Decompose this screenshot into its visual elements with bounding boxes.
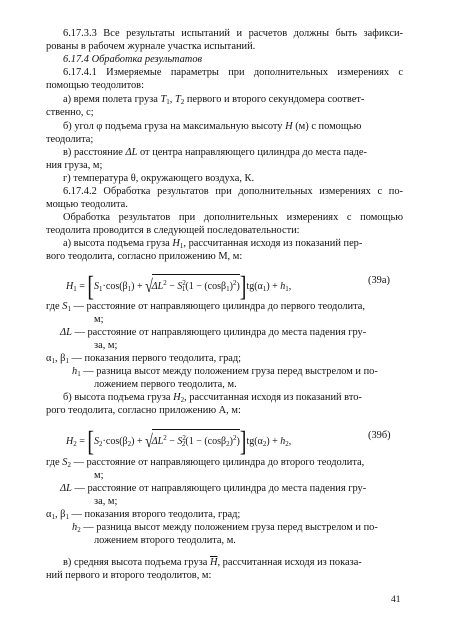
text-line: 6.17.3.3 Все результаты испытаний и расчетов должны быть зафикси-: [63, 28, 403, 39]
text-line: $\alpha_1$, $\beta_1$ — показания второго теодолита, град;: [46, 509, 241, 521]
text-line: рого теодолита, согласно приложению А, м:: [46, 405, 241, 416]
text-line: б) высота подъема груза $H_2$, рассчитанная исходя из показаний вто-: [63, 392, 362, 404]
equation-number: (39а): [368, 275, 390, 286]
text-line: где $S_1$ — расстояние от направляющего цилиндра до первого теодолита,: [46, 301, 365, 313]
text-line: г) температура θ, окружающего воздуха, К.: [63, 173, 255, 184]
text-line: теодолита;: [46, 134, 94, 145]
text-line: вого теодолита, согласно приложению М, м:: [46, 251, 243, 262]
text-line: ния груза, м;: [46, 160, 103, 171]
text-line: ложением первого теодолита, м.: [94, 379, 237, 390]
text-line: ственно, с;: [46, 107, 94, 118]
text-line: м;: [94, 470, 104, 481]
page-number: 41: [391, 595, 401, 605]
text-line: помощью теодолитов:: [46, 80, 144, 91]
text-line: за, м;: [94, 340, 118, 351]
text-line: $h_1$ — разница высот между положением груза перед выстрелом и по-: [72, 366, 378, 378]
text-line: рованы в рабочем журнале участка испытаний.: [46, 41, 256, 52]
text-line: мощью теодолита.: [46, 199, 128, 210]
text-line: м;: [94, 314, 104, 325]
text-line: 6.17.4.2 Обработка результатов при дополнительных измерениях с по-: [63, 186, 403, 197]
text-line: а) высота подъема груза $H_1$, рассчитанная исходя из показаний пер-: [63, 238, 363, 250]
equation-number: (39б): [368, 430, 391, 441]
text-line: б) угол φ подъема груза на максимальную высоту H (м) с помощью: [63, 121, 362, 132]
formula-39b: $H_2 = [S_2\cdot\cos(\beta_2) + √\Delta L^2 - S^2_2(1 - (\cos\beta_2)^2)]tg(\alpha_2) + h_2$,: [66, 426, 292, 458]
text-line: Обработка результатов при дополнительных измерениях с помощью: [63, 212, 403, 223]
text-line: 6.17.4.1 Измеряемые параметры при дополнительных измерениях с: [63, 67, 403, 78]
text-line: $h_2$ — разница высот между положением груза перед выстрелом и по-: [72, 522, 378, 534]
text-line: в) средняя высота подъема груза $\overline{H}$, рассчитанная исходя из показа-: [63, 557, 362, 568]
text-line: за, м;: [94, 496, 118, 507]
text-line: в) расстояние ΔL от центра направляющего цилиндра до места паде-: [63, 147, 367, 158]
text-line: ний первого и второго теодолитов, м:: [46, 570, 212, 581]
text-line: а) время полета груза $T_1$, $T_2$ первого и второго секундомера соответ-: [63, 94, 365, 106]
formula-39a: $H_1 = [S_1\cdot\cos(\beta_1) + √\Delta L^2 - S^2_1(1 - (\cos\beta_1)^2)]tg(\alpha_1) + h_1$,: [66, 271, 292, 303]
text-line: теодолита проводится в следующей последовательности:: [46, 225, 300, 236]
text-line: где $S_2$ — расстояние от направляющего цилиндра до второго теодолита,: [46, 457, 365, 469]
text-line: ΔL — расстояние от направляющего цилиндра до места падения гру-: [60, 327, 367, 338]
text-line: ложением второго теодолита, м.: [94, 535, 236, 546]
section-heading: 6.17.4 Обработка результатов: [63, 54, 203, 65]
text-line: $\alpha_1$, $\beta_1$ — показания первого теодолита, град;: [46, 353, 242, 365]
text-line: ΔL — расстояние от направляющего цилиндра до места падения гру-: [60, 483, 367, 494]
